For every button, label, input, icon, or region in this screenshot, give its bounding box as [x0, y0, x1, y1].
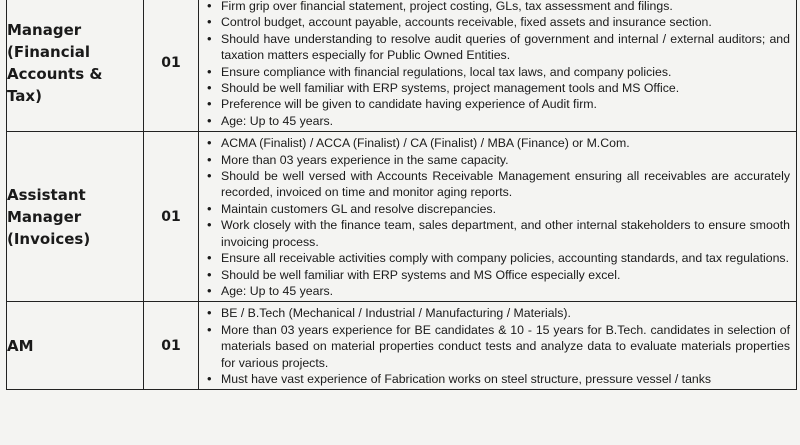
- position-count: 01: [144, 0, 199, 132]
- requirement-item: • Must have vast experience of Fabrication works on steel structure, pressure vessel / tanks: [221, 371, 790, 387]
- position-title-line: Accounts &: [7, 65, 103, 84]
- requirement-item: • Should be well versed with Accounts Receivable Management ensuring all receivables are accurately recorded, invoiced on time and monitor aging reports.: [221, 168, 790, 201]
- requirement-item: • More than 03 years experience for BE candidates & 10 - 15 years for B.Tech. candidates in selection of materials based on material properties conduct tests and analyze data to evaluate materials properties for various projects.: [221, 322, 790, 371]
- requirement-item: • Work closely with the finance team, sales department, and other internal stakeholders to ensure smooth invoicing process.: [221, 217, 790, 250]
- requirement-item: • Age: Up to 45 years.: [221, 113, 790, 129]
- requirement-item: • More than 03 years experience in the same capacity.: [221, 152, 790, 168]
- requirements-cell: [199, 0, 797, 132]
- position-title-line: Tax): [7, 87, 42, 106]
- position-title-line: AM: [7, 336, 34, 355]
- requirement-item: • Control budget, account payable, accounts receivable, fixed assets and insurance section.: [221, 14, 790, 30]
- requirements-list: [199, 302, 796, 389]
- requirement-item: • Should have understanding to resolve audit queries of government and internal / external auditors; and taxation matters especially for Public Owned Entities.: [221, 31, 790, 64]
- requirement-item: • Preference will be given to candidate having experience of Audit firm.: [221, 96, 790, 112]
- table-row: [7, 132, 797, 302]
- position-title-line: Assistant: [7, 185, 86, 204]
- position-title-line: (Invoices): [7, 229, 91, 248]
- requirements-cell: [199, 302, 797, 390]
- position-title: [7, 0, 144, 132]
- position-title: [7, 302, 144, 390]
- requirement-item: • BE / B.Tech (Mechanical / Industrial / Manufacturing / Materials).: [221, 305, 790, 321]
- position-title-line: (Financial: [7, 43, 91, 62]
- position-count: 01: [144, 302, 199, 390]
- requirements-list: [199, 0, 796, 131]
- requirements-cell: [199, 132, 797, 302]
- requirement-item: • Firm grip over financial statement, project costing, GLs, tax assessment and filings.: [221, 0, 790, 14]
- position-title-line: Manager: [7, 207, 82, 226]
- positions-table: [6, 0, 797, 390]
- requirement-item: • Ensure compliance with financial regulations, local tax laws, and company policies.: [221, 64, 790, 80]
- requirement-item: • Ensure all receivable activities comply with company policies, accounting standards, and tax regulations.: [221, 250, 790, 266]
- requirement-item: • Age: Up to 45 years.: [221, 283, 790, 299]
- table-row: [7, 302, 797, 390]
- position-title-line: Manager: [7, 21, 82, 40]
- table-row: [7, 0, 797, 132]
- position-title: [7, 132, 144, 302]
- requirement-item: • Should be well familiar with ERP systems and MS Office especially excel.: [221, 267, 790, 283]
- requirement-item: • Should be well familiar with ERP systems, project management tools and MS Office.: [221, 80, 790, 96]
- position-count: 01: [144, 132, 199, 302]
- requirements-list: [199, 132, 796, 301]
- requirement-item: • ACMA (Finalist) / ACCA (Finalist) / CA (Finalist) / MBA (Finance) or M.Com.: [221, 135, 790, 151]
- requirement-item: • Maintain customers GL and resolve discrepancies.: [221, 201, 790, 217]
